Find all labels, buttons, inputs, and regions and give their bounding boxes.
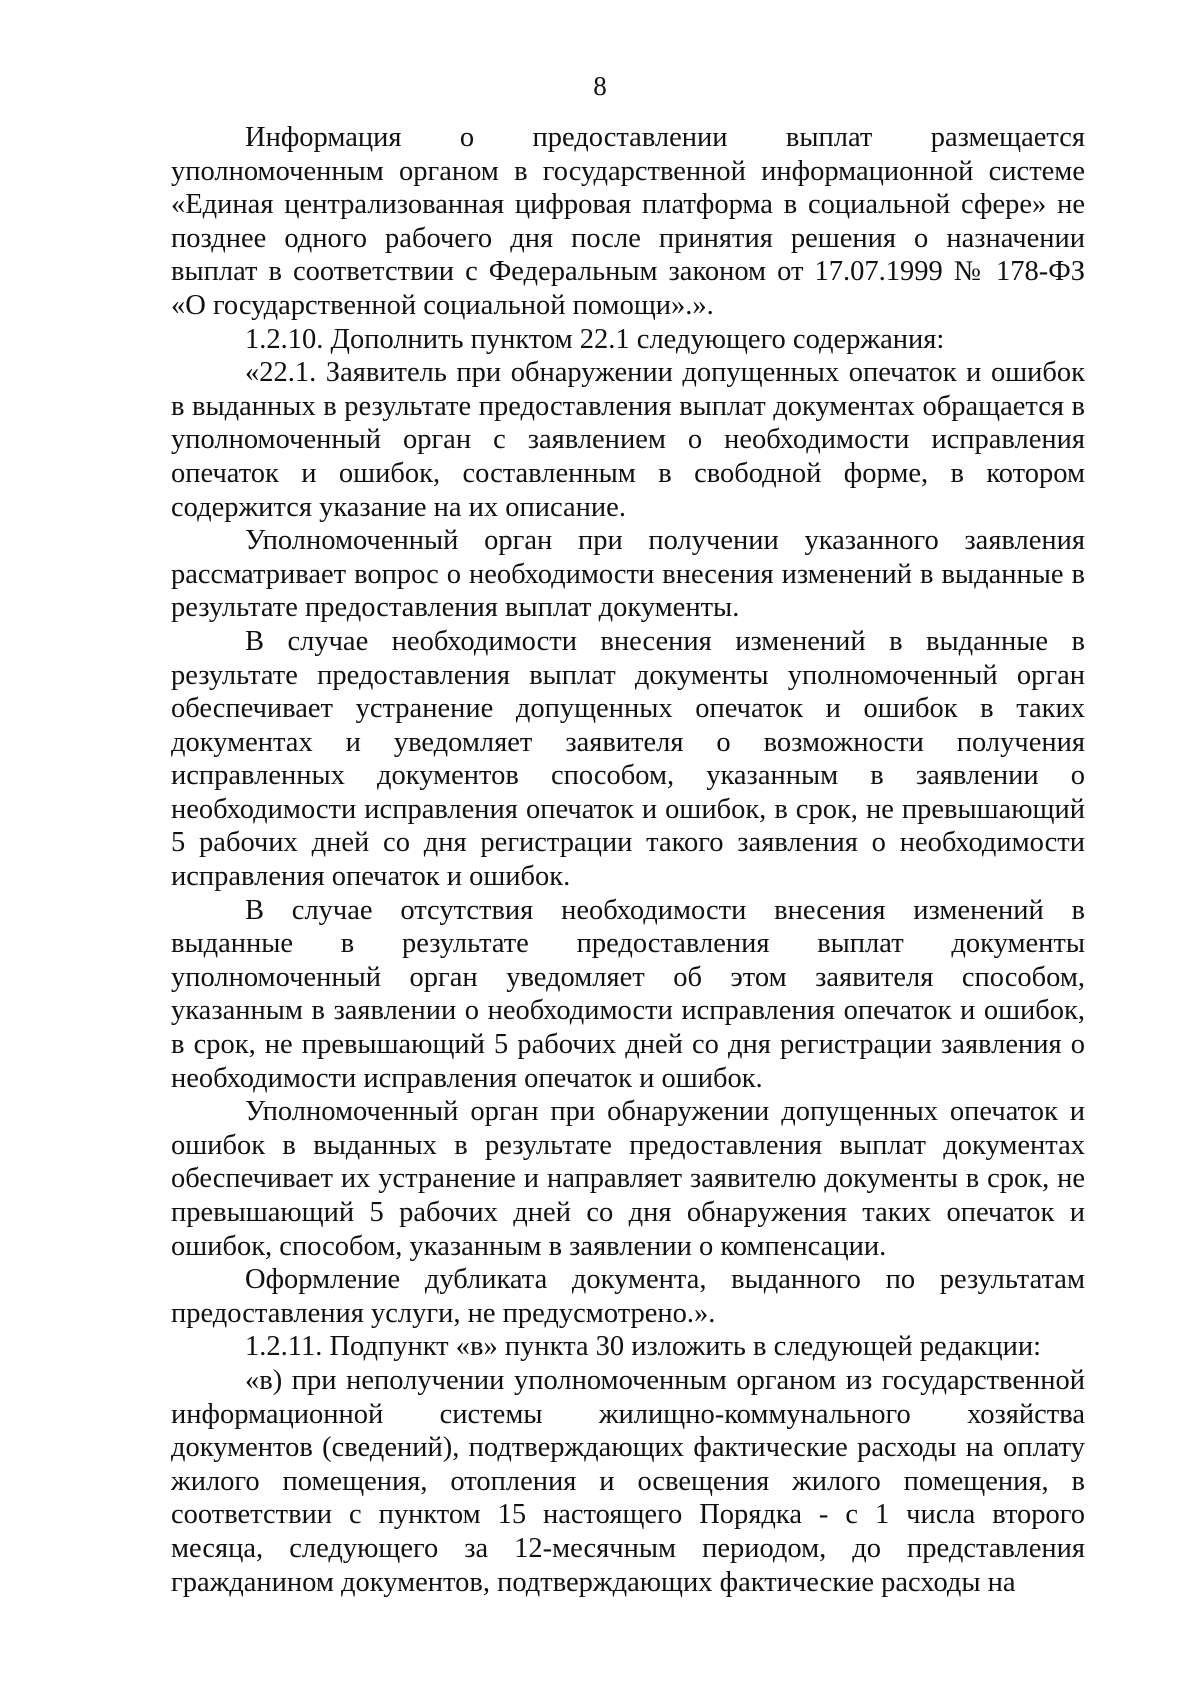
paragraph-corrections-needed: В случае необходимости внесения изменений в выданные в результате предоставления выплат документы уполномоченный орган обеспечивает устранение допущенных опечаток и ошибок в таких документах и уведомляет заявителя о возможности получения исправленных документов способом, указанным в заявлении о необходимости исправления опечаток и ошибок, в срок, не превышающий 5 рабочих дней со дня регистрации такого заявления о необходимости исправления опечаток и ошибок. [171, 625, 1085, 893]
paragraph-no-duplicate: Оформление дубликата документа, выданного по результатам предоставления услуги, не предусмотрено.». [171, 1264, 1085, 1329]
paragraph-clause-22-1: «22.1. Заявитель при обнаружении допущенных опечаток и ошибок в выданных в результате предоставления выплат документах обращается в уполномоченный орган с заявлением о необходимости исправления опечаток и ошибок, составленным в свободной форме, в котором содержится указание на их описание. [171, 357, 1085, 523]
paragraph-no-corrections-needed: В случае отсутствия необходимости внесения изменений в выданные в результате предоставления выплат документы уполномоченный орган уведомляет об этом заявителя способом, указанным в заявлении о необходимости исправления опечаток и ошибок, в срок, не превышающий 5 рабочих дней со дня регистрации заявления о необходимости исправления опечаток и ошибок. [171, 894, 1085, 1094]
page-number: 8 [593, 71, 607, 101]
paragraph-subitem-v: «в) при неполучении уполномоченным органом из государственной информационной системы жилищно-коммунального хозяйства документов (сведений), подтверждающих фактические расходы на оплату жилого помещения, отопления и освещения жилого помещения, в соответствии с пунктом 15 настоящего Порядка - с 1 числа второго месяца, следующего за 12-месячным периодом, до представления гражданином документов, подтверждающих фактические расходы на [171, 1364, 1085, 1598]
paragraph-self-detected-errors: Уполномоченный орган при обнаружении допущенных опечаток и ошибок в выданных в результате предоставления выплат документах обеспечивает их устранение и направляет заявителю документы в срок, не превышающий 5 рабочих дней со дня обнаружения таких опечаток и ошибок, способом, указанным в заявлении о компенсации. [171, 1096, 1085, 1262]
paragraph-item-1-2-10: 1.2.10. Дополнить пунктом 22.1 следующего содержания: [245, 323, 945, 355]
paragraph-review-request: Уполномоченный орган при получении указанного заявления рассматривает вопрос о необходимости внесения изменений в выданные в результате предоставления выплат документы. [171, 525, 1085, 624]
document-body [171, 121, 1085, 1599]
paragraph-item-1-2-11: 1.2.11. Подпункт «в» пункта 30 изложить в следующей редакции: [245, 1331, 1041, 1363]
paragraph-publication-info: Информация о предоставлении выплат размещается уполномоченным органом в государственной информационной системе «Единая централизованная цифровая платформа в социальной сфере» не позднее одного рабочего дня после принятия решения о назначении выплат в соответствии с Федеральным законом от 17.07.1999 № 178-ФЗ «О государственной социальной помощи».». [171, 122, 1085, 321]
